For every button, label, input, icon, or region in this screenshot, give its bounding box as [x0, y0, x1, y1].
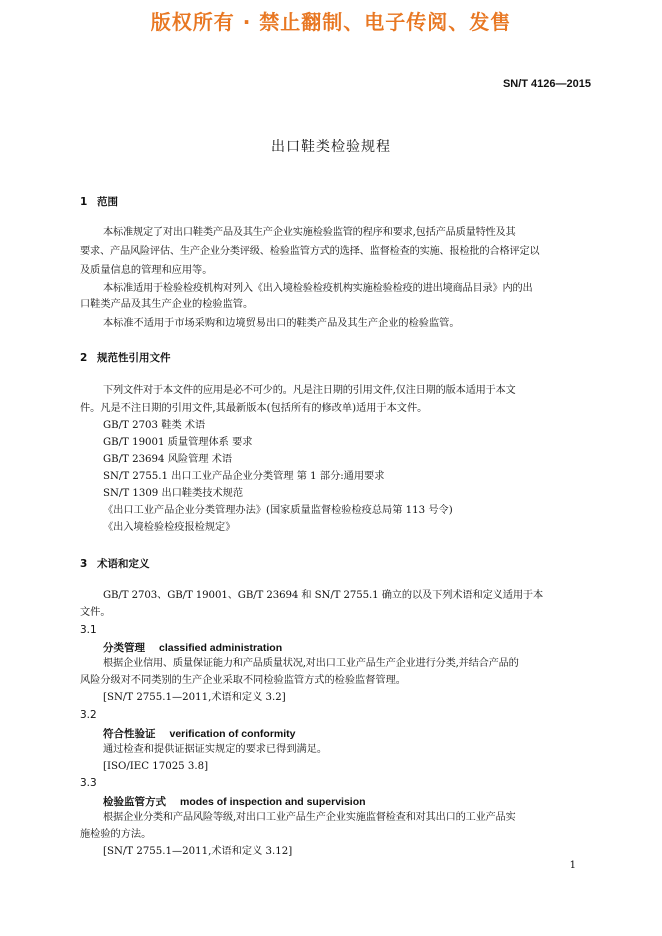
reference-item: 《出口工业产品企业分类管理办法》(国家质量监督检验检疫总局第 113 号令) [103, 505, 453, 516]
section-heading-terms-and-definitions [80, 556, 150, 571]
term-title-en: classified administration [159, 642, 283, 654]
term-title [103, 640, 282, 655]
standard-code: SN/T 4126—2015 [502, 78, 591, 90]
term-source: [SN/T 2755.1—2011,术语和定义 3.2] [103, 692, 286, 703]
text-line: 要求、产品风险评估、生产企业分类评级、检验监管方式的选择、监督检查的实施、报检批的合格评定以 [80, 246, 540, 257]
section-number: 1 [80, 196, 88, 208]
text-line: GB/T 2703、GB/T 19001、GB/T 23694 和 SN/T 2755.1 确立的以及下列术语和定义适用于本 [103, 590, 544, 601]
section-title: 术语和定义 [97, 558, 150, 570]
term-number: 3.3 [80, 777, 97, 789]
reference-item: SN/T 1309 出口鞋类技术规范 [103, 488, 244, 499]
text-line: 本标准不适用于市场采购和边境贸易出口的鞋类产品及其生产企业的检验监管。 [103, 318, 460, 329]
term-source: [ISO/IEC 17025 3.8] [103, 761, 209, 772]
text-line: 施检验的方法。 [80, 829, 152, 840]
term-title-en: verification of conformity [169, 728, 296, 740]
term-title-zh: 分类管理 [103, 642, 145, 654]
section-heading-scope [80, 194, 118, 209]
text-line: 通过检查和提供证据证实规定的要求已得到满足。 [103, 744, 328, 755]
text-line: 及质量信息的管理和应用等。 [80, 265, 213, 276]
text-line: 根据企业分类和产品风险等级,对出口工业产品生产企业实施监督检查和对其出口的工业产品实 [103, 812, 516, 823]
document-title: 出口鞋类检验规程 [271, 139, 391, 155]
reference-item: 《出入境检验检疫报检规定》 [103, 522, 236, 533]
term-title-zh: 检验监管方式 [103, 796, 166, 808]
reference-item: GB/T 23694 风险管理 术语 [103, 454, 233, 465]
section-number: 2 [80, 352, 88, 364]
term-title-zh: 符合性验证 [103, 728, 156, 740]
text-line: 文件。 [80, 607, 111, 618]
section-number: 3 [80, 558, 88, 570]
term-title-en: modes of inspection and supervision [180, 796, 366, 808]
text-line: 件。凡是不注日期的引用文件,其最新版本(包括所有的修改单)适用于本文件。 [80, 403, 428, 414]
text-line: 根据企业信用、质量保证能力和产品质量状况,对出口工业产品生产企业进行分类,并结合产品的 [103, 658, 519, 669]
term-number: 3.2 [80, 709, 97, 721]
text-line: 下列文件对于本文件的应用是必不可少的。凡是注日期的引用文件,仅注日期的版本适用于本文 [103, 385, 516, 396]
section-title: 规范性引用文件 [97, 352, 171, 364]
copyright-banner: 版权所有 · 禁止翻制、电子传阅、发售 [150, 10, 512, 34]
text-line: 风险分级对不同类别的生产企业采取不同检验监管方式的检验监督管理。 [80, 675, 406, 686]
term-title [103, 794, 366, 809]
term-title [103, 726, 296, 741]
section-title: 范围 [97, 196, 118, 208]
text-line: 口鞋类产品及其生产企业的检验监管。 [80, 299, 254, 310]
text-line: 本标准规定了对出口鞋类产品及其生产企业实施检验监管的程序和要求,包括产品质量特性及其 [103, 227, 516, 238]
section-heading-normative-references [80, 350, 171, 365]
term-source: [SN/T 2755.1—2011,术语和定义 3.12] [103, 846, 293, 857]
reference-item: GB/T 2703 鞋类 术语 [103, 420, 206, 431]
reference-item: GB/T 19001 质量管理体系 要求 [103, 437, 253, 448]
term-number: 3.1 [80, 624, 97, 636]
page-number: 1 [569, 860, 576, 871]
text-line: 本标准适用于检验检疫机构对列入《出入境检验检疫机构实施检验检疫的进出境商品目录》内的出 [103, 283, 533, 294]
reference-item: SN/T 2755.1 出口工业产品企业分类管理 第 1 部分:通用要求 [103, 471, 385, 482]
